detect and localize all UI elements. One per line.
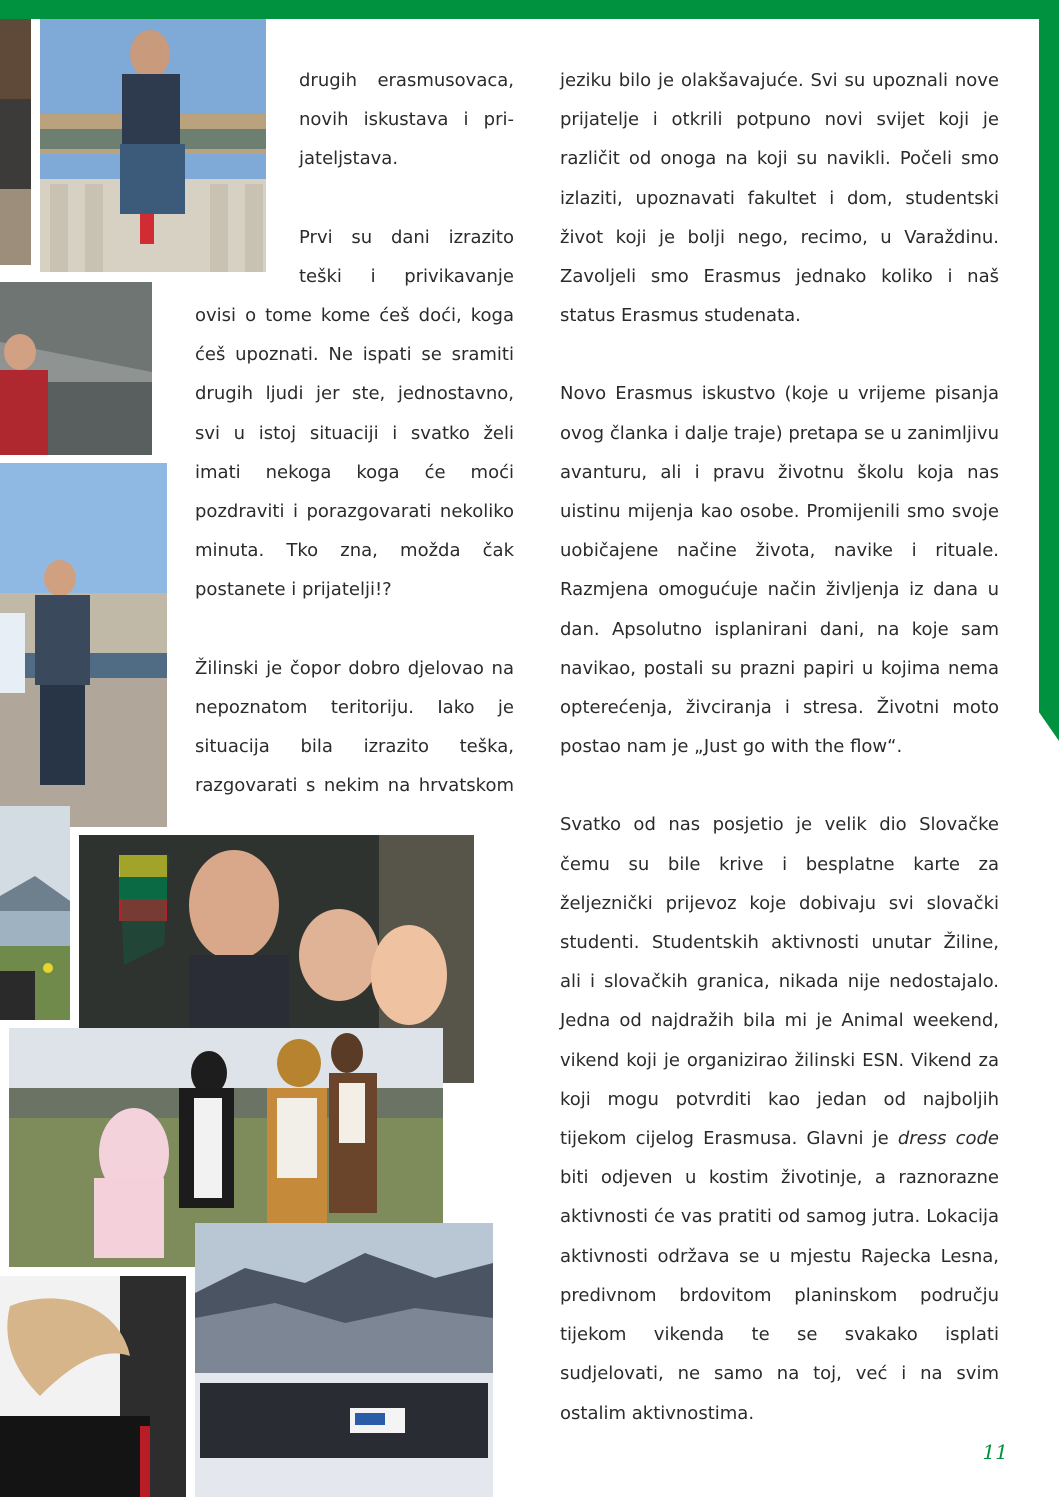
text-line: teški i privikavanje (299, 265, 514, 287)
left-column-body (195, 296, 514, 805)
paragraph (560, 805, 999, 1432)
page-number: 11 (982, 1440, 1008, 1464)
photo-lake (0, 806, 70, 1020)
text-line: drugih erasmusovaca, (299, 70, 514, 91)
paragraph-text: biti odjeven u kostim životinje, a raznorazne aktivnosti će vas pratiti od samog jutra. Lokacija aktivnosti održava se u mjestu Rajecka Lesna, predivnom brdovitom planinskom području tijekom vikenda te se svakako isplati sudjelovati, ne samo na toj, već i na svim ostalim aktivnostima. (560, 1167, 999, 1424)
photo-hair-wind (0, 1276, 186, 1497)
photo-budapest-bridge (40, 19, 266, 272)
italic-term: dress code (897, 1128, 999, 1150)
photo-river-group (0, 463, 167, 827)
text-line: jateljstava. (299, 148, 399, 170)
paragraph: Žilinski je čopor dobro djelovao na nepoznatom teritoriju. Iako je situacija bila izrazito teška, razgovarati s nekim na hrvatskom (195, 657, 514, 797)
right-column-body (560, 61, 999, 1433)
photo-city-crowd (0, 19, 31, 265)
paragraph: jeziku bilo je olakšavajuće. Svi su upoznali nove prijatelje i otkrili potpuno novi svijet koji je različit od onoga na koji su navikli. Počeli smo izlaziti, upoznavati fakultet i dom, studentski život koji je bolji nego, recimo, u Varaždinu. Zavoljeli smo Erasmus jednako koliko i naš status Erasmus studenata. (560, 70, 999, 327)
paragraph: Novo Erasmus iskustvo (koje u vrijeme pisanja ovog članka i dalje traje) pretapa se u zanimljivu avanturu, ali i pravu životnu školu koja nas uistinu mijenja kao osobe. Promijenili smo svoje uobičajene načine života, navike i rituale. Razmjena omogućuje način življenja iz dana u dan. Apsolutno isplanirani dani, na koje sam navikao, postali su prazni papiri u kojima nema opterećenja, živciranja i stresa. Životni moto postao nam je „Just go with the flow“. (560, 383, 999, 758)
paragraph-text: Svatko od nas posjetio je velik dio Slovačke čemu su bile krive i besplatne karte za željeznički prijevoz koje dobivaju svi slovački studenti. Studentskih aktivnosti unutar Žiline, ali i slovačkih granica, nikada nije nedostajalo. Jedna od najdražih bila mi je Animal weekend, vikend koji je organizirao žilinski ESN. Vikend za koji mogu potvrditi kao jedan od najboljih tijekom cijelog Erasmusa. Glavni je (560, 814, 999, 1150)
side-accent-tab (1039, 19, 1059, 741)
top-accent-bar (0, 0, 1059, 19)
text-line: novih iskustava i pri- (299, 109, 514, 131)
text-line: Prvi su dani izrazito (299, 226, 514, 248)
photo-group-mountains (195, 1223, 493, 1497)
paragraph: ovisi o tome kome ćeš doći, koga ćeš upoznati. Ne ispati se sramiti drugih ljudi jer ste, jednostavno, svi u istoj situaciji i svatko želi imati nekoga koga će moći pozdraviti i porazgovarati nekoliko minuta. Tko zna, možda čak postanete i prijatelji!? (195, 305, 514, 601)
photo-rooftop (0, 282, 152, 455)
left-column-narrow (299, 61, 514, 296)
